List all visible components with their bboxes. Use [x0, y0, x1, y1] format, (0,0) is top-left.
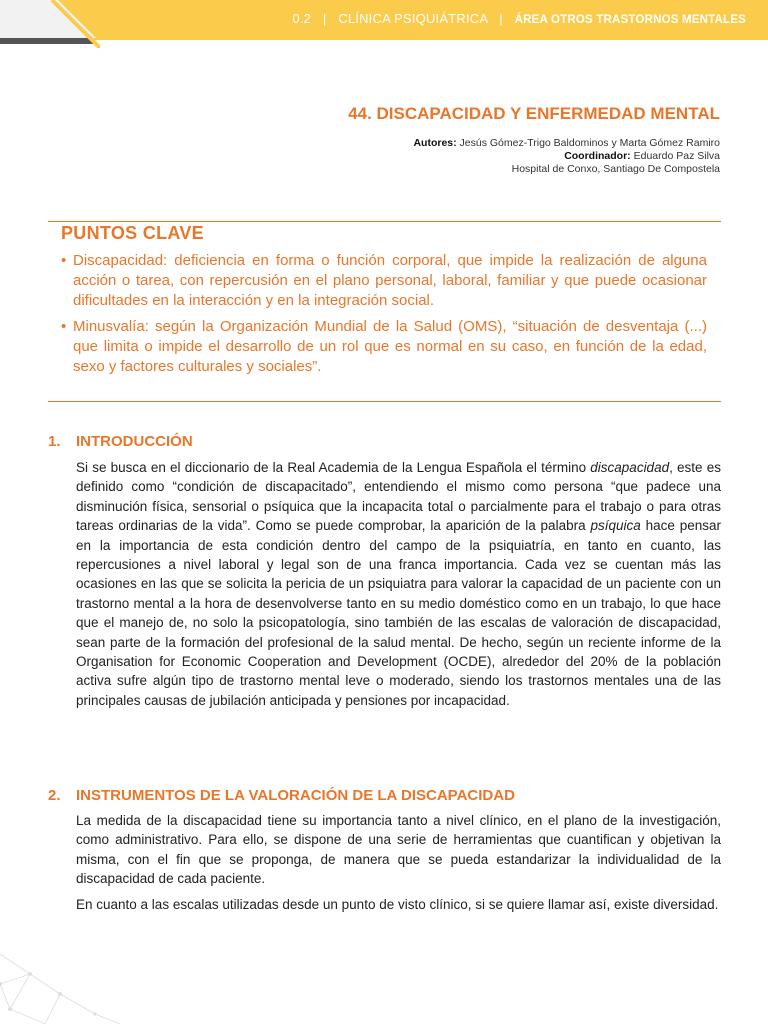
- decorative-network-graphic: [0, 914, 140, 1024]
- hospital-line: Hospital de Conxo, Santiago De Compostela: [511, 163, 720, 175]
- coordinator-line: [413, 150, 720, 163]
- chapter-title: 44. DISCAPACIDAD Y ENFERMEDAD MENTAL: [348, 104, 720, 123]
- coordinator-label: Coordinador:: [564, 150, 631, 162]
- header-corner-graphic: [0, 0, 100, 48]
- text-run: , este es definido como “condición de discapacitado”, entendiendo el mismo como persona “que padece una disminución física, sensorial o psíquica que la incapacita total o parcialmente para el trabajo o para otras tareas ordinarias de la vida”. Como se puede comprobar, la aparición de la palabra: [76, 460, 721, 534]
- header-book: CLÍNICA PSIQUIÁTRICA: [338, 11, 488, 26]
- header-separator: |: [499, 11, 503, 26]
- emphasis-term: psíquica: [590, 518, 641, 534]
- section-number: 1.: [48, 433, 61, 450]
- header-separator: |: [322, 11, 327, 26]
- key-points-list: [61, 251, 707, 383]
- key-point-item: • Discapacidad: deficiencia en forma o función corporal, que impide la realización de alguna acción o tarea, con repercusión en el plano personal, laboral, familiar y que puede ocasionar dificultades en la interacción y en la integración social.: [61, 251, 707, 311]
- emphasis-term: discapacidad: [590, 460, 670, 475]
- section-paragraph: [76, 458, 721, 710]
- header-section: 0.2: [292, 11, 312, 26]
- authors-names: Jesús Gómez-Trigo Baldominos y Marta Gómez Ramiro: [459, 137, 720, 149]
- chapter-credits: [413, 137, 720, 176]
- section-title: INTRODUCCIÓN: [76, 433, 193, 450]
- section-number: 2.: [48, 787, 61, 804]
- text-run: Si se busca en el diccionario de la Real Academia de la Lengua Española el término: [76, 460, 591, 475]
- coordinator-name: Eduardo Paz Silva: [633, 150, 720, 162]
- key-point-item: • Minusvalía: según la Organización Mundial de la Salud (OMS), “situación de desventaja (...) que limita o impide el desarrollo de un rol que es normal en su caso, en función de la edad, sexo y factores culturales y sociales”.: [61, 317, 707, 377]
- authors-label: Autores:: [413, 137, 457, 149]
- key-points-title: PUNTOS CLAVE: [61, 223, 204, 243]
- running-header: [292, 11, 746, 26]
- authors-line: [413, 137, 720, 150]
- section-title: INSTRUMENTOS DE LA VALORACIÓN DE LA DISCAPACIDAD: [76, 787, 515, 804]
- section-paragraph: En cuanto a las escalas utilizadas desde un punto de visto clínico, si se quiere llamar así, existe diversidad.: [76, 897, 719, 912]
- key-points-bottom-rule: [48, 401, 721, 402]
- header-area: ÁREA OTROS TRASTORNOS MENTALES: [514, 14, 746, 26]
- key-points-top-rule: [48, 221, 721, 222]
- section-paragraph: La medida de la discapacidad tiene su importancia tanto a nivel clínico, en el plano de la investigación, como administrativo. Para ello, se dispone de una serie de herramientas que cuantifican y objetivan la misma, con el fin que se proponga, de manera que se pueda estandarizar la individualidad de la discapacidad de cada paciente.: [76, 813, 721, 887]
- text-run: hace pensar en la importancia de esta condición dentro del campo de la psiquiatría, en tanto en cuanto, las repercusiones a nivel laboral y legal son de una franca importancia. Cada vez se cuentan más las ocasiones en las que se solicita la pericia de un psiquiatra para valorar la capacidad de un paciente con un trastorno mental a la hora de desenvolverse tanto en su medio doméstico como en un trabajo, lo que hace que el manejo de, no solo la psicopatología, sino también de las escalas de valoración de discapacidad, sean parte de la formación del profesional de la salud mental. De hecho, según un reciente informe de la Organisation for Economic Cooperation and Development (OCDE), alrededor del 20% de la población activa sufre algún tipo de trastorno mental leve o moderado, siendo los trastornos mentales una de las principales causas de jubilación anticipada y pensiones por incapacidad.: [76, 518, 721, 708]
